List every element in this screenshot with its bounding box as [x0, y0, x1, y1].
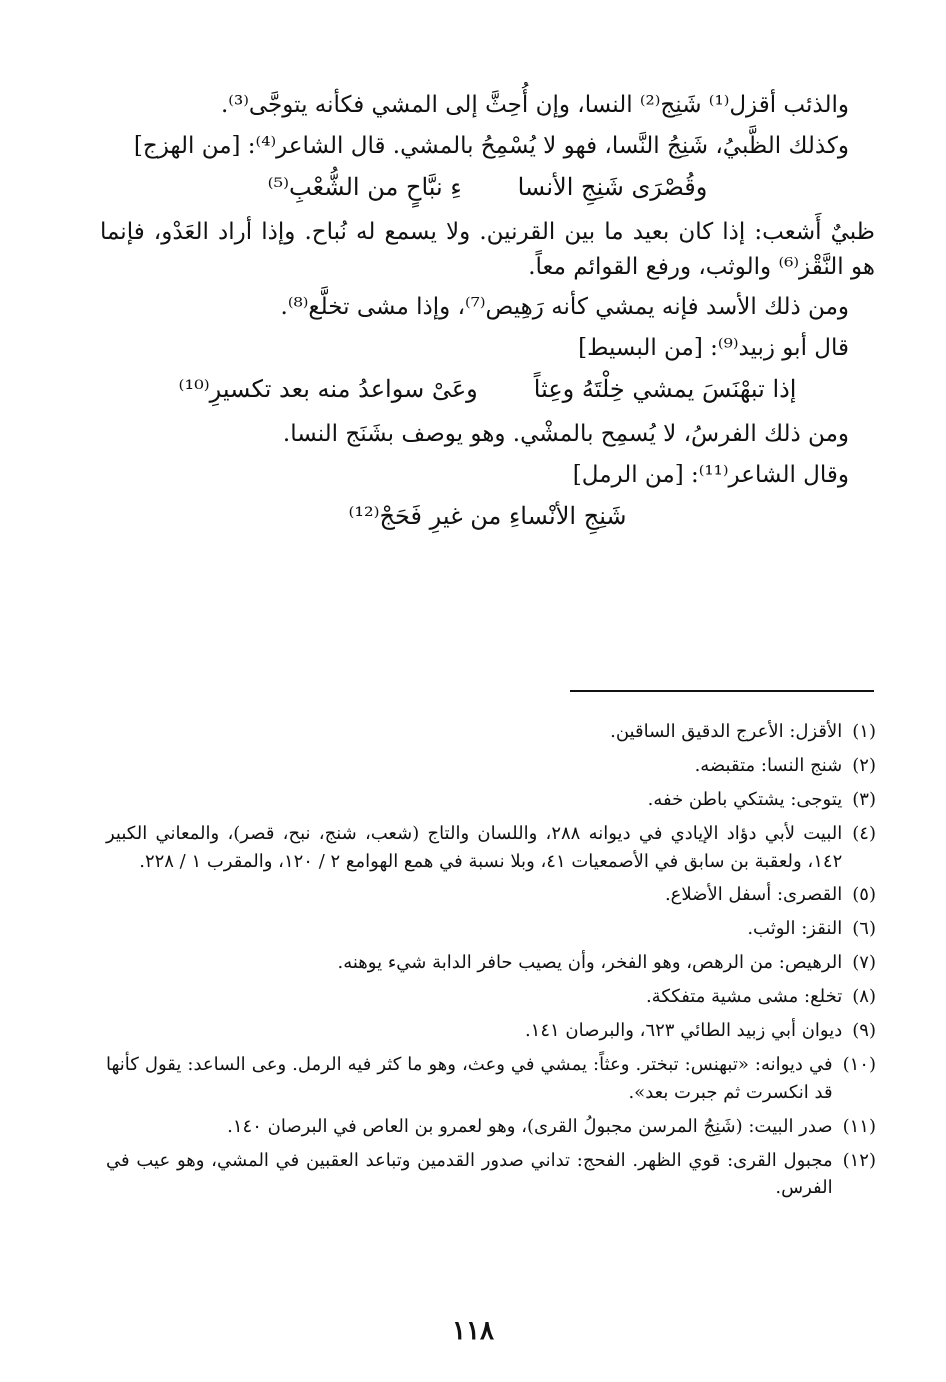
footnote-number: (٦) — [852, 918, 876, 940]
footnote-item — [106, 881, 876, 909]
footnote-number: (١) — [852, 721, 876, 742]
verse-hemistich-right: إذا تبهْنَسَ يمشي خِلْتَهُ وعِثاً — [533, 375, 797, 403]
footnote-item — [106, 718, 876, 746]
verse-ramal — [100, 498, 875, 534]
footnote-number: (٥) — [852, 884, 876, 906]
verse-hemistich-left: ءِ نبَّاحٍ من الشُّعْبِ⁽⁵⁾ — [267, 173, 462, 201]
footnote-number: (٣) — [852, 788, 876, 810]
footnote-text: البيت لأبي دؤاد الإيادي في ديوانه ٢٨٨، واللسان والتاج (شعب، شنج، نبح، قصر)، والمعاني الكبير ١٤٢، ولعقبة بن سابق في الأصمعيات ٤١، وبلا نسبة في همع الهوامع ٢ / ١٢٠، والمقرب ١ / ٢٢٨. — [106, 822, 843, 872]
paragraph-lion: ومن ذلك الأسد فإنه يمشي كأنه رَهِيص⁽⁷⁾، وإذا مشى تخلَّع⁽⁸⁾. — [280, 294, 849, 320]
footnote-number: (١٠) — [842, 1053, 876, 1075]
footnote-text: شنج النسا: متقبضه. — [694, 754, 843, 776]
footnote-text: صدر البيت: (شَنِجُ المرسن مجبولُ القرى)، وهو لعمرو بن العاص في البرصان ١٤٠. — [227, 1115, 833, 1137]
verse-hemistich-single: شَنِجِ الأنْساءِ من غيرِ فَحَجْ⁽¹²⁾ — [348, 502, 627, 530]
footnote-number: (٩) — [852, 1020, 876, 1042]
footnote-item — [106, 1113, 876, 1141]
footnote-item — [106, 752, 876, 780]
footnote-item — [106, 1017, 876, 1045]
footnote-number: (٨) — [852, 986, 876, 1008]
footnote-text: الرهيص: من الرهص، وهو الفخر، وأن يصيب حافر الدابة شيء يوهنه. — [337, 952, 843, 974]
footnote-item — [106, 983, 876, 1011]
footnote-number: (٧) — [852, 952, 876, 974]
paragraph-poet: وقال الشاعر⁽¹¹⁾: [من الرمل] — [572, 461, 849, 488]
footnote-text: الأقزل: الأعرج الدقيق الساقين. — [610, 721, 843, 742]
verse-basit — [100, 371, 875, 407]
paragraph-gazelle: وكذلك الظَّبيُ، شَنِجُ النَّسا، فهو لا يُسْمِحُ بالمشي. قال الشاعر⁽⁴⁾: [من الهزج] — [133, 132, 849, 159]
main-text — [100, 88, 875, 544]
footnote-number: (٤) — [852, 822, 876, 844]
paragraph-wolf: والذئب أقزل⁽¹⁾ شَنِج⁽²⁾ النسا، وإن أُحِثَّ إلى المشي فكأنه يتوجَّى⁽³⁾. — [221, 92, 849, 118]
paragraph-horse: ومن ذلك الفرسُ، لا يُسمِح بالمشْي. وهو يوصف بشَنَج النسا. — [282, 421, 849, 447]
verse-hazaj — [100, 169, 875, 205]
footnote-item — [106, 949, 876, 977]
footnote-item — [106, 915, 876, 943]
footnote-text: في ديوانه: «تبهنس: تبختر. وعثاً: يمشي في وعث، وهو ما كثر فيه الرمل. وعى الساعد: يقول كأنها قد انكسرت ثم جبرت بعد». — [106, 1053, 833, 1103]
footnote-text: ديوان أبي زبيد الطائي ٦٢٣، والبرصان ١٤١. — [524, 1020, 843, 1042]
paragraph-abu-zubayd: قال أبو زبيد⁽⁹⁾: [من البسيط] — [578, 334, 849, 361]
footnote-text: النقز: الوثب. — [747, 918, 843, 940]
footnote-text: القصرى: أسفل الأضلاع. — [664, 884, 843, 906]
verse-hemistich-left: وعَىْ سواعدُ منه بعد تكسيرِ⁽¹⁰⁾ — [178, 375, 478, 403]
footnote-text: مجبول القرى: قوي الظهر. الفحج: تداني صدور القدمين وتباعد العقبين في المشي، وهو عيب في الفرس. — [106, 1149, 833, 1199]
footnotes — [106, 718, 876, 1208]
footnote-item — [106, 820, 876, 876]
page-number: ١١٨ — [452, 1316, 494, 1346]
footnote-divider — [570, 690, 874, 692]
footnote-text: يتوجى: يشتكي باطن خفه. — [647, 788, 843, 810]
footnote-text: تخلع: مشى مشية متفككة. — [645, 986, 843, 1008]
footnote-item — [106, 1147, 876, 1203]
footnote-number: (٢) — [852, 754, 876, 776]
footnote-item — [106, 786, 876, 814]
footnote-item — [106, 1051, 876, 1107]
verse-hemistich-right: وقُصْرَى شَنِجِ الأنسا — [517, 173, 708, 201]
footnote-number: (١٢) — [842, 1149, 876, 1171]
footnote-number: (١١) — [842, 1115, 876, 1137]
paragraph-ashab: ظبيٌ أَشعب: إذا كان بعيد ما بين القرنين. ولا يسمع له نُباح. وإذا أراد العَدْو، فإنما هو النَّقْز⁽⁶⁾ والوثب، ورفع القوائم معاً. — [100, 219, 875, 280]
